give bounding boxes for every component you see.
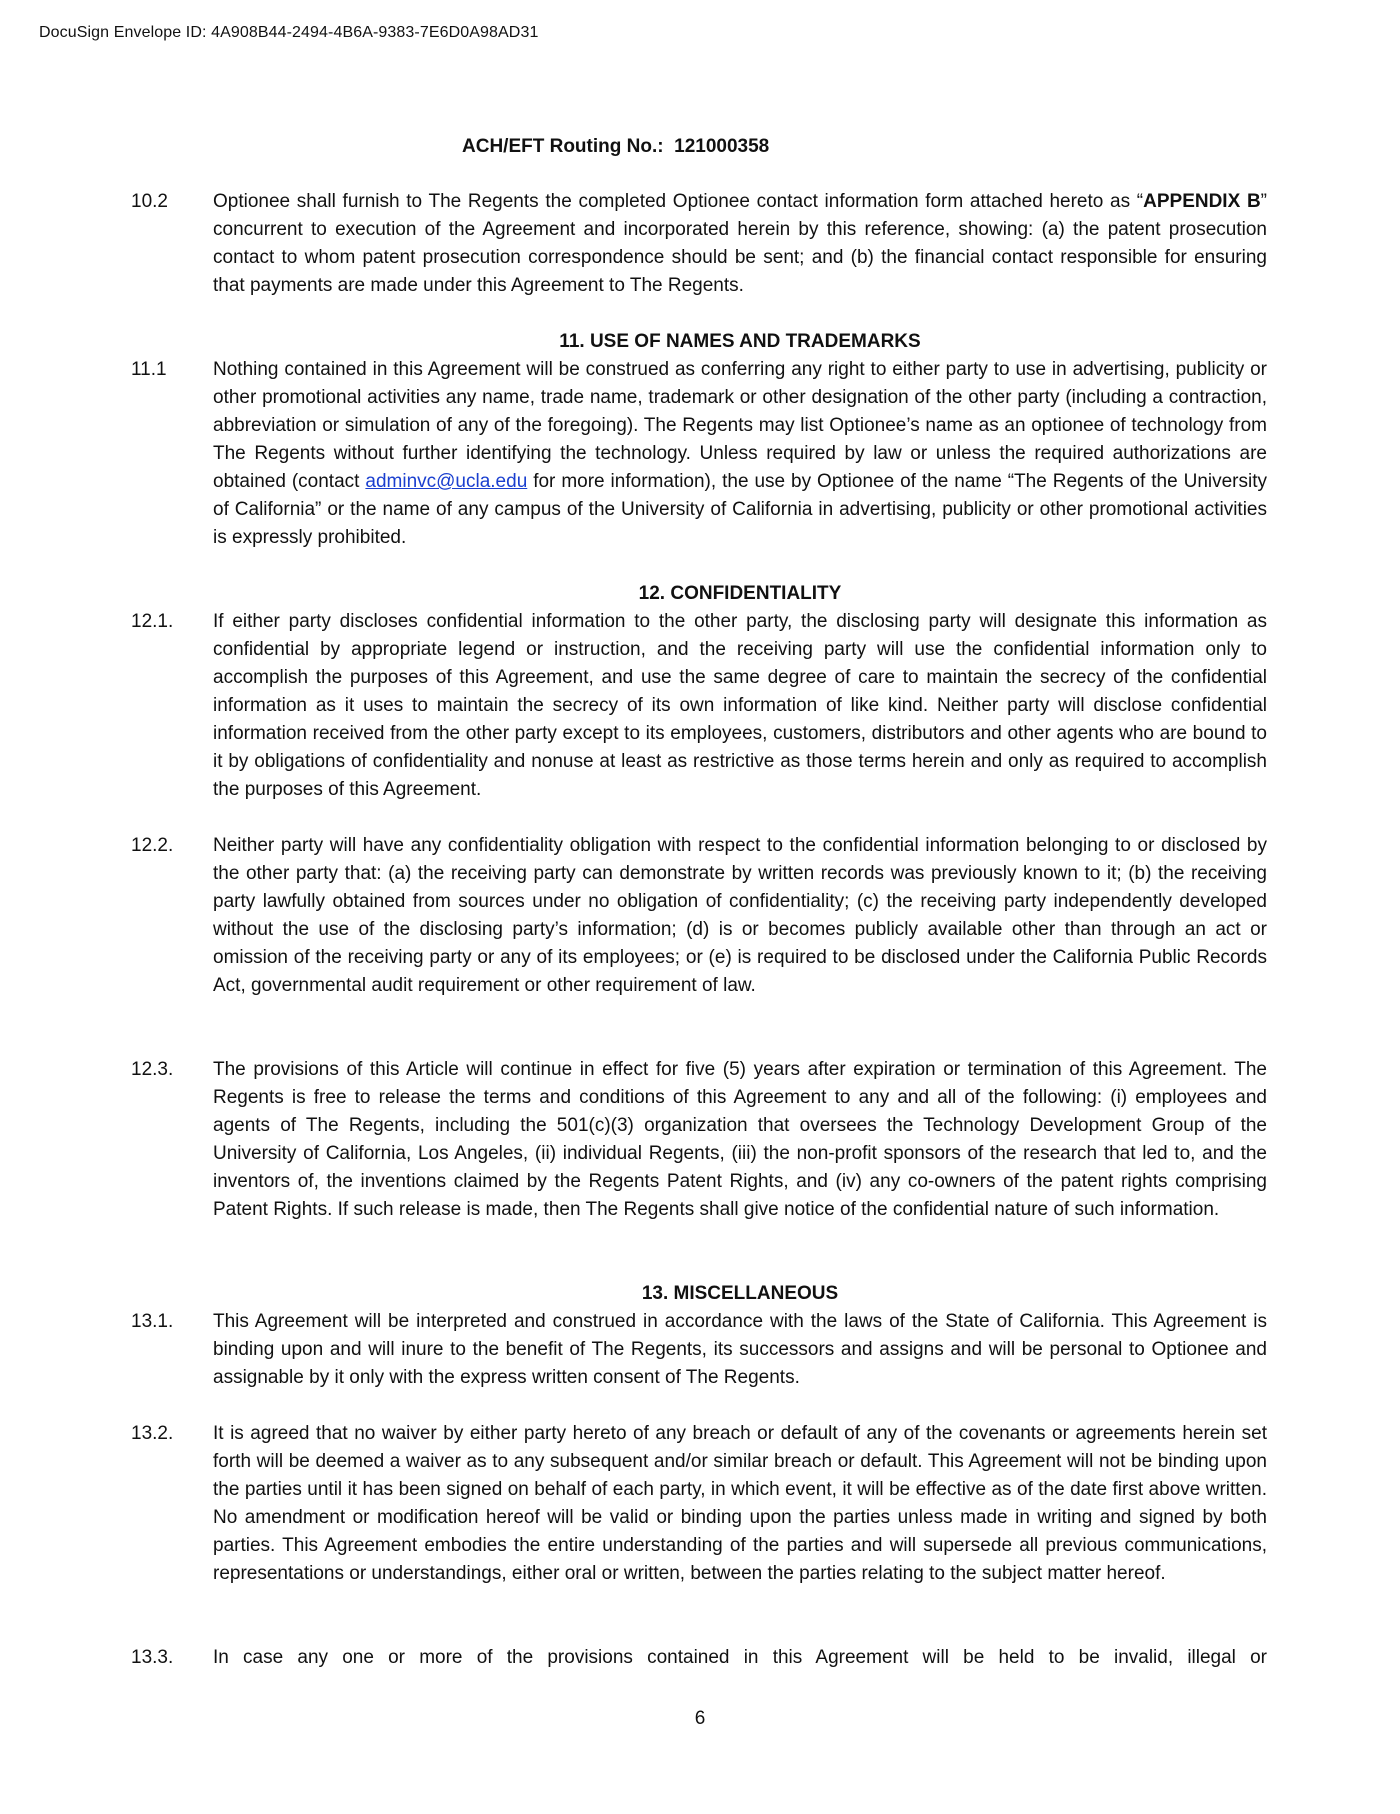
envelope-id: DocuSign Envelope ID: 4A908B44-2494-4B6A-9383-7E6D0A98AD31 (39, 24, 539, 41)
heading-11: 11. USE OF NAMES AND TRADEMARKS (559, 331, 921, 352)
heading-12: 12. CONFIDENTIALITY (638, 583, 842, 604)
section-number: 13.1. (131, 1311, 174, 1332)
email-link[interactable]: adminvc@ucla.edu (365, 471, 528, 492)
section-text: It is agreed that no waiver by either party hereto of any breach or default of any of the covenants or agreements herein set forth will be deemed a waiver as to any subsequent and/or similar breach or default. This Agreement will not be binding upon the parties until it has been signed on behalf of each party, in which event, it will be effective as of the date first above written. No amendment or modification hereof will be valid or binding upon the parties unless made in writing and signed by both parties. This Agreement embodies the entire understanding of the parties and will supersede all previous communications, representations or understandings, either oral or written, between the parties relating to the subject matter hereof. (213, 1423, 1267, 1584)
section-number: 11.1 (131, 359, 167, 380)
section-text: Nothing contained in this Agreement will be construed as conferring any right to either party to use in advertising, publicity or other promotional activities any name, trade name, trademark or other designation of the other party (including a contraction, abbreviation or simulation of any of the foregoing). The Regents may list Optionee’s name as an optionee of technology from The Regents without further identifying the technology. Unless required by law or unless the required authorizations are obtained (contact adminvc@ucla.edu for more information), the use by Optionee of the name “The Regents of the University of California” or the name of any campus of the University of California in advertising, publicity or other promotional activities is expressly prohibited. (213, 359, 1268, 548)
heading-13: 13. MISCELLANEOUS (641, 1283, 839, 1304)
section-text: Optionee shall furnish to The Regents the completed Optionee contact information form attached hereto as “APPENDIX B” concurrent to execution of the Agreement and incorporated herein by this reference, showing: (a) the patent prosecution contact to whom patent prosecution correspondence should be sent; and (b) the financial contact responsible for ensuring that payments are made under this Agreement to The Regents. (213, 191, 1267, 296)
page-number: 6 (694, 1708, 706, 1729)
section-text: In case any one or more of the provisions contained in this Agreement will be held to be invalid, illegal or (213, 1647, 1267, 1668)
section-text: This Agreement will be interpreted and construed in accordance with the laws of the State of California. This Agreement is binding upon and will inure to the benefit of The Regents, its successors and assigns and will be personal to Optionee and assignable by it only with the express written consent of The Regents. (213, 1311, 1267, 1388)
section-text: The provisions of this Article will continue in effect for five (5) years after expiration or termination of this Agreement. The Regents is free to release the terms and conditions of this Agreement to any and all of the following: (i) employees and agents of The Regents, including the 501(c)(3) organization that oversees the Technology Development Group of the University of California, Los Angeles, (ii) individual Regents, (iii) the non-profit sponsors of the research that led to, and the inventors of, the inventions claimed by the Regents Patent Rights, and (iv) any co-owners of the patent rights comprising Patent Rights. If such release is made, then The Regents shall give notice of the confidential nature of such information. (213, 1059, 1267, 1220)
section-number: 12.3. (131, 1059, 174, 1080)
section-number: 13.2. (131, 1423, 174, 1444)
routing-label: ACH/EFT Routing No.: (462, 136, 664, 157)
appendix-b-label: APPENDIX B (1143, 191, 1261, 212)
section-number: 12.1. (131, 611, 174, 632)
section-number: 12.2. (131, 835, 174, 856)
routing-number: 121000358 (674, 136, 770, 157)
section-text: If either party discloses confidential information to the other party, the disclosing party will designate this information as confidential by appropriate legend or instruction, and the receiving party will use the confidential information only to accomplish the purposes of this Agreement, and use the same degree of care to maintain the secrecy of the confidential information as it uses to maintain the secrecy of its own information of like kind. Neither party will disclose confidential information received from the other party except to its employees, customers, distributors and other agents who are bound to it by obligations of confidentiality and nonuse at least as restrictive as those terms herein and only as required to accomplish the purposes of this Agreement. (213, 611, 1267, 800)
section-text: Neither party will have any confidentiality obligation with respect to the confidential information belonging to or disclosed by the other party that: (a) the receiving party can demonstrate by written records was previously known to it; (b) the receiving party lawfully obtained from sources under no obligation of confidentiality; (c) the receiving party independently developed without the use of the disclosing party’s information; (d) is or becomes publicly available other than through an act or omission of the receiving party or any of its employees; or (e) is required to be disclosed under the California Public Records Act, governmental audit requirement or other requirement of law. (213, 835, 1267, 996)
section-number: 10.2 (131, 191, 168, 212)
section-number: 13.3. (131, 1647, 174, 1668)
